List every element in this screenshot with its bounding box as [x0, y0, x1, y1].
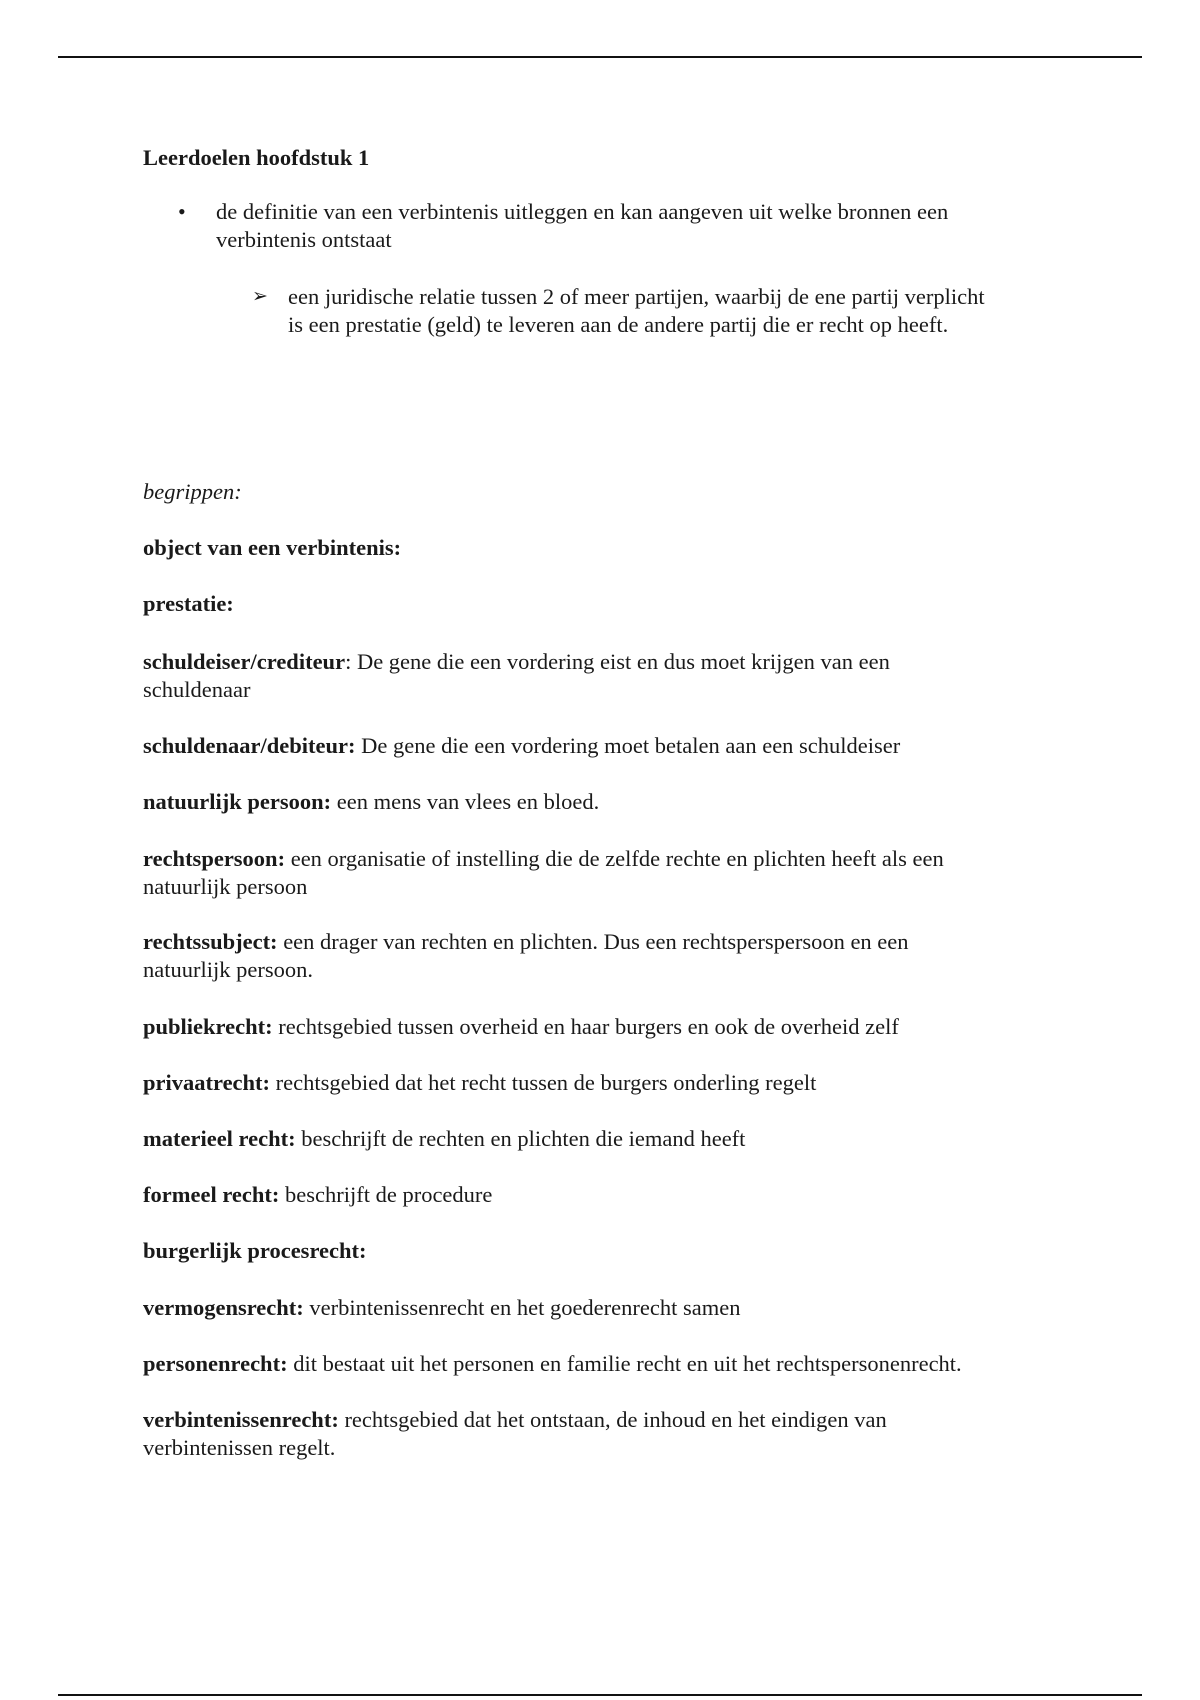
term-name: publiekrecht: — [143, 1014, 273, 1039]
arrow-bullet-icon: ➢ — [252, 286, 268, 307]
term-definition: een organisatie of instelling die de zelfde rechte en plichten heeft als een — [285, 846, 944, 871]
sub-bullet-line-1: een juridische relatie tussen 2 of meer partijen, waarbij de ene partij verplicht — [288, 284, 985, 309]
term-definition-continued: verbintenissen regelt. — [143, 1435, 336, 1460]
term-object — [143, 534, 1043, 562]
term-vermogensrecht — [143, 1294, 1043, 1322]
term-schuldenaar — [143, 732, 1043, 760]
term-privaatrecht — [143, 1069, 1043, 1097]
term-definition: rechtsgebied tussen overheid en haar burgers en ook de overheid zelf — [272, 1014, 899, 1039]
term-definition-continued: schuldenaar — [143, 677, 251, 702]
term-name: schuldeiser/crediteur — [143, 649, 346, 674]
term-definition: een mens van vlees en bloed. — [331, 789, 600, 814]
term-name: formeel recht: — [143, 1182, 280, 1207]
term-name: vermogensrecht: — [143, 1295, 304, 1320]
bullet-line-1: de definitie van een verbintenis uitleggen en kan aangeven uit welke bronnen een — [216, 199, 949, 224]
term-name: prestatie: — [143, 591, 234, 616]
term-name: natuurlijk persoon: — [143, 789, 332, 814]
sub-bullet-text — [288, 283, 1043, 339]
term-natuurlijk-persoon — [143, 788, 1043, 816]
top-rule — [58, 56, 1142, 58]
term-definition-continued: natuurlijk persoon — [143, 874, 308, 899]
bottom-rule — [58, 1694, 1142, 1696]
bullet-line-2: verbintenis ontstaat — [216, 227, 392, 252]
sub-bullet-line-2: is een prestatie (geld) te leveren aan de andere partij die er recht op heeft. — [288, 312, 949, 337]
term-rechtssubject — [143, 928, 1043, 984]
term-definition: dit bestaat uit het personen en familie recht en uit het rechtspersonenrecht. — [287, 1351, 962, 1376]
term-materieel-recht — [143, 1125, 1043, 1153]
term-personenrecht — [143, 1350, 1043, 1378]
term-definition-continued: natuurlijk persoon. — [143, 957, 313, 982]
bullet-text — [216, 198, 1016, 254]
term-name: rechtssubject: — [143, 929, 278, 954]
term-name: object van een verbintenis: — [143, 535, 402, 560]
section-label: begrippen: — [143, 479, 242, 504]
page-heading: Leerdoelen hoofdstuk 1 — [143, 145, 370, 170]
term-definition: beschrijft de procedure — [279, 1182, 493, 1207]
term-rechtspersoon — [143, 845, 1043, 901]
term-name: rechtspersoon: — [143, 846, 286, 871]
term-schuldeiser — [143, 648, 1043, 704]
term-definition: : De gene die een vordering eist en dus moet krijgen van een — [345, 649, 890, 674]
term-definition: rechtsgebied dat het ontstaan, de inhoud en het eindigen van — [338, 1407, 887, 1432]
term-publiekrecht — [143, 1013, 1043, 1041]
term-definition: beschrijft de rechten en plichten die iemand heeft — [295, 1126, 746, 1151]
term-name: verbintenissenrecht: — [143, 1407, 339, 1432]
term-definition: De gene die een vordering moet betalen aan een schuldeiser — [355, 733, 901, 758]
term-verbintenissenrecht — [143, 1406, 1043, 1462]
term-burgerlijk-procesrecht — [143, 1237, 1043, 1265]
term-prestatie — [143, 590, 1043, 618]
term-definition: een drager van rechten en plichten. Dus een rechtsperspersoon en een — [277, 929, 909, 954]
term-name: burgerlijk procesrecht: — [143, 1238, 367, 1263]
term-formeel-recht — [143, 1181, 1043, 1209]
term-name: privaatrecht: — [143, 1070, 271, 1095]
term-name: schuldenaar/debiteur: — [143, 733, 356, 758]
term-name: personenrecht: — [143, 1351, 288, 1376]
term-name: materieel recht: — [143, 1126, 296, 1151]
term-definition: verbintenissenrecht en het goederenrecht samen — [303, 1295, 741, 1320]
bullet-dot-icon: • — [178, 199, 186, 224]
term-definition: rechtsgebied dat het recht tussen de burgers onderling regelt — [270, 1070, 817, 1095]
